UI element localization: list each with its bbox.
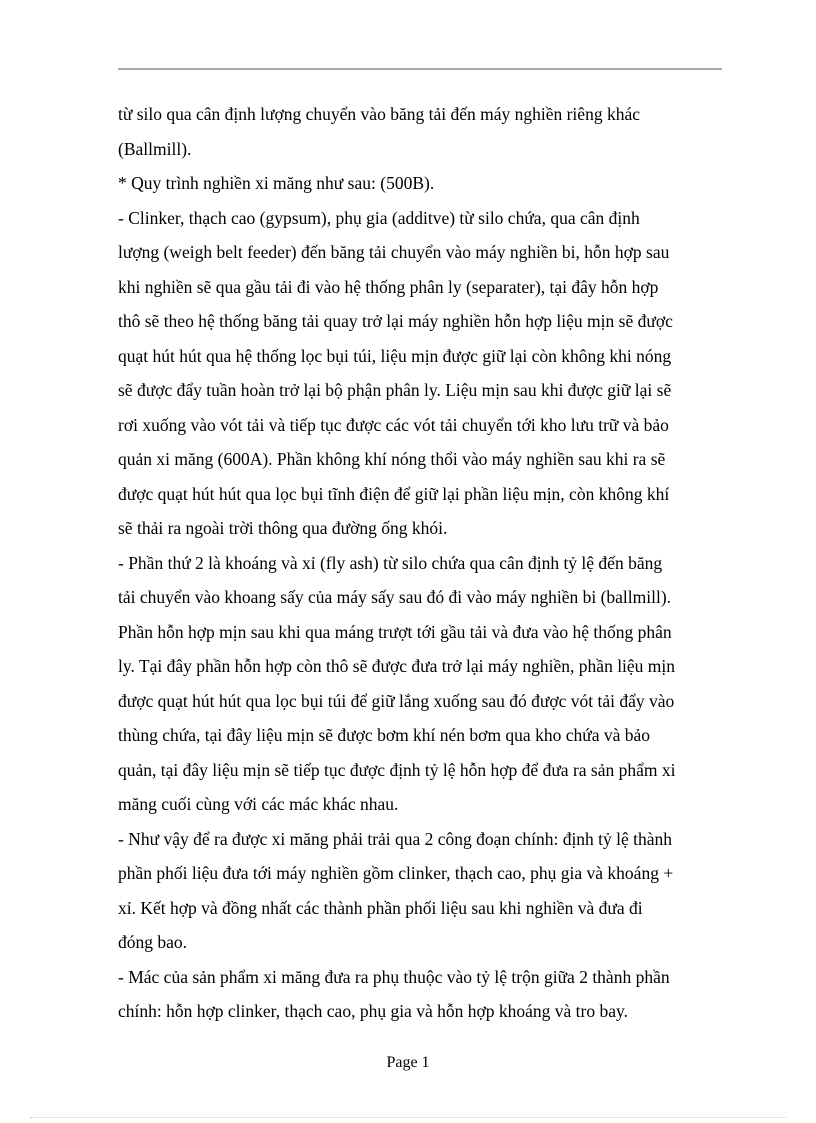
- text-line: - Clinker, thạch cao (gypsum), phụ gia (additve) từ silo chứa, qua cân định: [118, 207, 640, 228]
- text-line: sẽ được đẩy tuần hoàn trở lại bộ phận phân ly. Liệu mịn sau khi được giữ lại sẽ: [118, 380, 672, 400]
- text-line: * Quy trình nghiền xi măng như sau: (500B).: [118, 173, 435, 193]
- text-line: từ silo qua cân định lượng chuyển vào băng tải đến máy nghiền riêng khác: [118, 104, 640, 124]
- text-line: rơi xuống vào vót tải và tiếp tục được các vót tải chuyển tới kho lưu trữ và bảo: [118, 414, 669, 435]
- text-line: quạt hút hút qua hệ thống lọc bụi túi, liệu mịn được giữ lại còn không khi nóng: [118, 345, 672, 366]
- document-body: [118, 97, 728, 1029]
- text-line: được quạt hút hút qua lọc bụi túi để giữ lắng xuống sau đó được vót tải đẩy vào: [118, 690, 675, 711]
- text-line: thô sẽ theo hệ thống băng tải quay trở lại máy nghiền hỗn hợp liệu mịn sẽ được: [118, 311, 673, 331]
- text-line: - Mác của sản phẩm xi măng đưa ra phụ thuộc vào tỷ lệ trộn giữa 2 thành phần: [118, 966, 670, 987]
- text-line: ly. Tại đây phần hỗn hợp còn thô sẽ được đưa trở lại máy nghiền, phần liệu mịn: [118, 656, 676, 676]
- text-line: Phần hỗn hợp mịn sau khi qua máng trượt tới gầu tải và đưa vào hệ thống phân: [118, 621, 672, 642]
- text-line: măng cuối cùng với các mác khác nhau.: [118, 794, 399, 814]
- text-line: sẽ thải ra ngoài trời thông qua đường ống khói.: [118, 518, 448, 538]
- text-line: xỉ. Kết hợp và đồng nhất các thành phần phối liệu sau khi nghiền và đưa đi: [118, 897, 643, 918]
- text-line: phần phối liệu đưa tới máy nghiền gồm clinker, thạch cao, phụ gia và khoáng +: [118, 863, 674, 883]
- header-divider: [118, 68, 722, 70]
- text-line: - Phần thứ 2 là khoáng và xỉ (fly ash) từ silo chứa qua cân định tỷ lệ đến băng: [118, 552, 663, 573]
- text-line: quản xi măng (600A). Phần không khí nóng thổi vào máy nghiền sau khi ra sẽ: [118, 449, 666, 469]
- text-line: lượng (weigh belt feeder) đến băng tải chuyển vào máy nghiền bi, hỗn hợp sau: [118, 242, 670, 262]
- text-line: - Như vậy để ra được xi măng phải trải qua 2 công đoạn chính: định tỷ lệ thành: [118, 828, 673, 849]
- text-line: quản, tại đây liệu mịn sẽ tiếp tục được định tỷ lệ hỗn hợp để đưa ra sản phẩm xi: [118, 759, 676, 780]
- text-line: tải chuyển vào khoang sấy của máy sấy sau đó đi vào máy nghiền bi (ballmill).: [118, 587, 672, 607]
- text-line: đóng bao.: [118, 932, 188, 952]
- text-line: được quạt hút hút qua lọc bụi tĩnh điện để giữ lại phần liệu mịn, còn không khí: [118, 483, 670, 504]
- page-bottom-border: [30, 1117, 786, 1118]
- text-line: chính: hỗn hợp clinker, thạch cao, phụ gia và hỗn hợp khoáng và tro bay.: [118, 1001, 628, 1021]
- text-line: (Ballmill).: [118, 138, 192, 159]
- text-line: khi nghiền sẽ qua gầu tải đi vào hệ thống phân ly (separater), tại đây hỗn hợp: [118, 276, 659, 297]
- page-number: Page 1: [386, 1054, 430, 1071]
- text-line: thùng chứa, tại đây liệu mịn sẽ được bơm khí nén bơm qua kho chứa và bảo: [118, 725, 650, 745]
